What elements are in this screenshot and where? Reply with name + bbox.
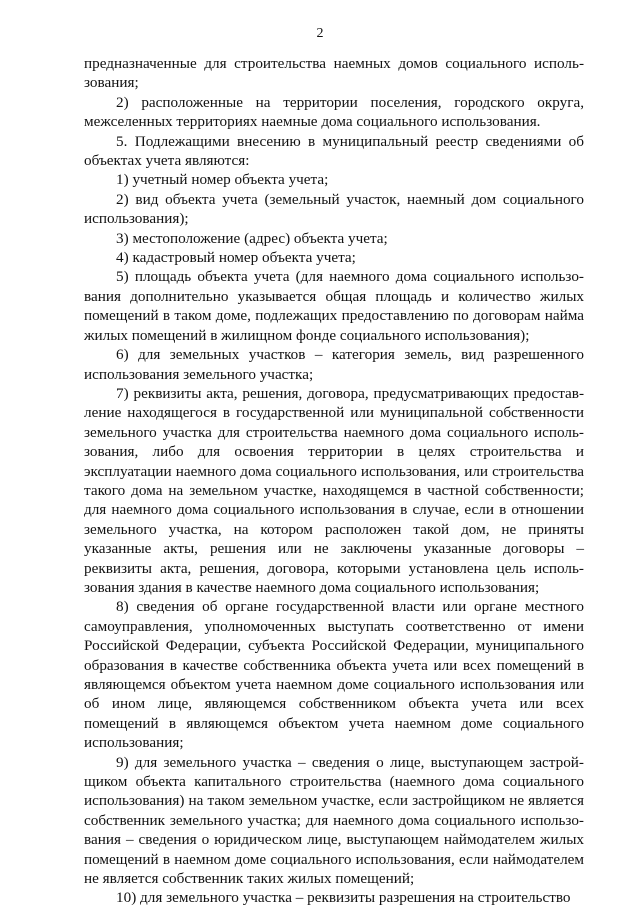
paragraph-item-9: 9) для земельного участка – сведения о лице, выступающем застрой-щиком объекта капитального строительства (наемного дома социального использования) на таком земельном участке, если застройщиком не является собственник земельного участка; для наемного дома социального использо-вания – сведения о юридическом лице, выступающем наймодателем жилых помещений в наемном доме социального использования, если наймодателем не является собственник таких жилых помещений; xyxy=(84,753,584,888)
paragraph-item-6: 6) для земельных участков – категория земель, вид разрешенного использования земельного участка; xyxy=(84,346,584,383)
page-number: 2 xyxy=(316,26,324,41)
paragraph-item-5: 5) площадь объекта учета (для наемного дома социального использо-вания дополнительно указывается общая площадь и количество жилых помещений в таком доме, подлежащих предоставлению по договорам найма жилых помещений в жилищном фонде социального использования); xyxy=(84,268,584,344)
paragraph-item-1: 1) учетный номер объекта учета; xyxy=(116,171,329,189)
paragraph-continuation: предназначенные для строительства наемных домов социального исполь-зования; xyxy=(84,55,584,92)
paragraph-item-4: 4) кадастровый номер объекта учета; xyxy=(116,249,356,267)
paragraph-clause-5: 5. Подлежащими внесению в муниципальный реестр сведениями об объектах учета являются: xyxy=(84,132,584,170)
paragraph-item-7: 7) реквизиты акта, решения, договора, предусматривающих предостав-ление находящегося в государственной или муниципальной собственности земельного участка для строительства наемного дома социального исполь-зования, либо для освоения территории в целях строительства и эксплуатации наемного дома социального использования, или строительства такого дома на земельном участке, находящемся в частной собственности; для наемного дома социального использования в случае, если в отношении земельного участка, на котором расположен такой дом, не приняты указанные акты, решения или не заключены указанные договоры – реквизиты акта, решения, договора, которыми установлена цель исполь-зования здания в качестве наемного дома социального использования; xyxy=(84,384,584,596)
paragraph-item-10: 10) для земельного участка – реквизиты разрешения на строительство xyxy=(116,889,571,907)
document-body xyxy=(84,54,584,908)
paragraph-item-3: 3) местоположение (адрес) объекта учета; xyxy=(116,229,388,247)
paragraph-item-2: 2) расположенные на территории поселения, городского округа, межселенных территориях наемные дома социального использования. xyxy=(84,93,584,131)
paragraph-item-8: 8) сведения об органе государственной власти или органе местного самоуправления, уполномоченных выступать соответственно от имени Российской Федерации, субъекта Российской Федерации, муниципального образования в качестве собственника объекта учета или всех помещений в являющемся объектом учета наемном доме социального использования или об ином лице, являющемся собственником объекта учета или всех помещений в являющемся объектом учета наемном доме социального использования; xyxy=(84,598,584,752)
paragraph-item-2-type: 2) вид объекта учета (земельный участок, наемный дом социального использования); xyxy=(84,190,584,228)
